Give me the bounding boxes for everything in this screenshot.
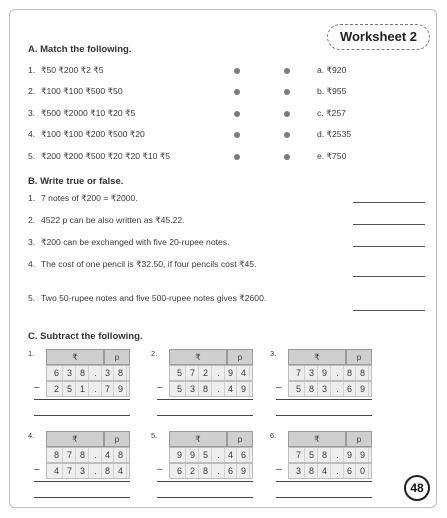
rupee-header: ₹: [288, 349, 346, 365]
answer-line[interactable]: [157, 415, 253, 416]
tf-item-5: [28, 293, 288, 304]
digit-cell: .: [90, 464, 102, 478]
digit-cell: 3: [187, 382, 199, 396]
digit-cell: 7: [64, 448, 76, 462]
digit-cell: 3: [64, 366, 76, 380]
match-dot-right[interactable]: [284, 68, 290, 74]
tf-num: 3.: [28, 237, 36, 247]
tf-item-2: [28, 215, 278, 226]
digit-cell: 7: [293, 366, 305, 380]
match-dot-right[interactable]: [284, 89, 290, 95]
match-option: b. ₹955: [317, 86, 347, 96]
digit-cell: 6: [238, 448, 250, 462]
digit-cell: 5: [293, 382, 305, 396]
digit-cell: 8: [200, 464, 212, 478]
digit-cell: .: [213, 448, 225, 462]
section-b-title-or: or: [84, 176, 100, 187]
digit-cell: .: [90, 448, 102, 462]
tf-num: 4.: [28, 259, 36, 269]
tf-item-1: [28, 193, 278, 204]
minus-sign: –: [34, 464, 40, 475]
difference-line: [157, 399, 253, 400]
digit-cell: .: [90, 382, 102, 396]
match-dot-right[interactable]: [284, 111, 290, 117]
digit-cell: 3: [293, 464, 305, 478]
digit-cell: 6: [51, 366, 63, 380]
answer-line[interactable]: [34, 497, 130, 498]
minuend-row: [46, 365, 130, 381]
digit-cell: 1: [77, 382, 89, 396]
digit-cell: 4: [115, 464, 127, 478]
digit-cell: 7: [293, 448, 305, 462]
digit-cell: .: [213, 464, 225, 478]
subtraction-problem: [151, 349, 255, 421]
rupee-header: ₹: [46, 349, 104, 365]
digit-cell: 8: [77, 366, 89, 380]
paise-header: p: [346, 431, 372, 447]
difference-line: [276, 481, 372, 482]
match-dot-left[interactable]: [234, 154, 240, 160]
digit-cell: 4: [225, 382, 237, 396]
match-amounts: ₹100 ₹100 ₹200 ₹500 ₹20: [41, 129, 145, 139]
tf-text: The cost of one pencil is ₹32.50, if four pencils cost ₹45.: [41, 259, 257, 269]
answer-line[interactable]: [157, 497, 253, 498]
paise-header: p: [104, 349, 130, 365]
digit-cell: 9: [225, 366, 237, 380]
digit-cell: 8: [51, 448, 63, 462]
digit-cell: 9: [174, 448, 186, 462]
digit-cell: 8: [115, 366, 127, 380]
digit-cell: 4: [102, 448, 114, 462]
tf-item-4: [28, 259, 288, 270]
digit-cell: 2: [187, 464, 199, 478]
digit-cell: 4: [225, 448, 237, 462]
problem-number: 2.: [151, 349, 158, 358]
digit-cell: 9: [357, 448, 369, 462]
match-amounts: ₹200 ₹200 ₹500 ₹20 ₹20 ₹10 ₹5: [41, 151, 171, 161]
digit-cell: 4: [51, 464, 63, 478]
digit-cell: 6: [344, 464, 356, 478]
match-option: c. ₹257: [317, 108, 346, 118]
subtraction-problem: [28, 431, 132, 503]
digit-cell: 8: [319, 448, 331, 462]
subtrahend-row: [288, 381, 372, 397]
difference-line: [157, 481, 253, 482]
paise-header: p: [227, 349, 253, 365]
digit-cell: 8: [115, 448, 127, 462]
digit-cell: .: [332, 464, 344, 478]
minuend-row: [169, 447, 253, 463]
subtrahend-row: [169, 381, 253, 397]
match-num: 2.: [28, 86, 36, 96]
digit-cell: 8: [102, 464, 114, 478]
answer-line[interactable]: [353, 202, 425, 203]
digit-cell: 6: [174, 464, 186, 478]
subtrahend-row: [46, 463, 130, 479]
match-amounts: ₹500 ₹2000 ₹10 ₹20 ₹5: [41, 108, 136, 118]
match-num: 5.: [28, 151, 36, 161]
subtraction-problem: [151, 431, 255, 503]
digit-cell: 8: [77, 448, 89, 462]
minus-sign: –: [157, 464, 163, 475]
match-dot-left[interactable]: [234, 111, 240, 117]
digit-cell: .: [332, 382, 344, 396]
digit-cell: 3: [319, 382, 331, 396]
digit-cell: 2: [200, 366, 212, 380]
problem-number: 3.: [270, 349, 277, 358]
match-dot-left[interactable]: [234, 68, 240, 74]
rupee-header: ₹: [169, 431, 227, 447]
digit-cell: .: [90, 366, 102, 380]
minuend-row: [288, 447, 372, 463]
digit-cell: 9: [115, 382, 127, 396]
match-dot-left[interactable]: [234, 89, 240, 95]
match-dot-left[interactable]: [234, 132, 240, 138]
answer-line[interactable]: [276, 415, 372, 416]
digit-cell: 4: [319, 464, 331, 478]
section-a-title: A. Match the following.: [28, 44, 132, 55]
digit-cell: 5: [306, 448, 318, 462]
digit-cell: .: [332, 448, 344, 462]
minus-sign: –: [34, 382, 40, 393]
subtrahend-row: [169, 463, 253, 479]
subtraction-problem: [270, 349, 374, 421]
tf-item-3: [28, 237, 278, 248]
match-row-left: [28, 151, 170, 162]
minuend-row: [169, 365, 253, 381]
digit-cell: 6: [344, 382, 356, 396]
difference-line: [34, 399, 130, 400]
difference-line: [276, 399, 372, 400]
digit-cell: 9: [187, 448, 199, 462]
tf-text: 4522 p can be also written as ₹45.22.: [41, 215, 185, 225]
digit-cell: 3: [306, 366, 318, 380]
digit-cell: 8: [344, 366, 356, 380]
worksheet-page: [9, 9, 437, 508]
match-row-left: [28, 129, 145, 140]
digit-cell: 6: [225, 464, 237, 478]
digit-cell: .: [332, 366, 344, 380]
tf-text: 7 notes of ₹200 = ₹2000.: [41, 193, 138, 203]
tf-num: 5.: [28, 293, 36, 303]
problem-number: 6.: [270, 431, 277, 440]
match-option: e. ₹750: [317, 151, 347, 161]
digit-cell: 9: [238, 464, 250, 478]
minuend-row: [288, 365, 372, 381]
rupee-header: ₹: [169, 349, 227, 365]
section-c-title: C. Subtract the following.: [28, 331, 143, 342]
digit-cell: .: [213, 366, 225, 380]
page-number: 48: [404, 475, 430, 501]
problem-number: 4.: [28, 431, 35, 440]
digit-cell: 8: [306, 464, 318, 478]
tf-num: 2.: [28, 215, 36, 225]
digit-cell: 9: [344, 448, 356, 462]
minuend-row: [46, 447, 130, 463]
subtraction-problem: [270, 431, 374, 503]
rupee-header: ₹: [288, 431, 346, 447]
answer-line[interactable]: [353, 310, 425, 311]
match-num: 3.: [28, 108, 36, 118]
digit-cell: 8: [306, 382, 318, 396]
answer-line[interactable]: [353, 246, 425, 247]
worksheet-title: Worksheet 2: [327, 24, 430, 50]
match-row-left: [28, 86, 123, 97]
word-false: false: [99, 176, 121, 187]
digit-cell: 5: [174, 366, 186, 380]
tf-text: Two 50-rupee notes and five 500-rupee notes gives ₹2600.: [41, 293, 267, 303]
answer-line[interactable]: [34, 415, 130, 416]
difference-line: [34, 481, 130, 482]
digit-cell: 2: [51, 382, 63, 396]
answer-line[interactable]: [353, 276, 425, 277]
match-dot-right[interactable]: [284, 132, 290, 138]
paise-header: p: [227, 431, 253, 447]
answer-line[interactable]: [276, 497, 372, 498]
match-amounts: ₹100 ₹100 ₹500 ₹50: [41, 86, 123, 96]
section-b-title: [28, 176, 123, 187]
digit-cell: 4: [238, 366, 250, 380]
digit-cell: 7: [64, 464, 76, 478]
problem-number: 1.: [28, 349, 35, 358]
match-row-left: [28, 108, 135, 119]
digit-cell: 7: [187, 366, 199, 380]
problem-number: 5.: [151, 431, 158, 440]
minus-sign: –: [157, 382, 163, 393]
tf-num: 1.: [28, 193, 36, 203]
section-b-title-prefix: B. Write: [28, 176, 67, 187]
match-option: a. ₹920: [317, 65, 347, 75]
digit-cell: 0: [357, 464, 369, 478]
rupee-header: ₹: [46, 431, 104, 447]
digit-cell: 5: [200, 448, 212, 462]
digit-cell: 3: [77, 464, 89, 478]
digit-cell: 7: [102, 382, 114, 396]
digit-cell: 9: [238, 382, 250, 396]
answer-line[interactable]: [353, 224, 425, 225]
match-option: d. ₹2535: [317, 129, 352, 139]
match-row-left: [28, 65, 104, 76]
digit-cell: .: [213, 382, 225, 396]
digit-cell: 9: [357, 382, 369, 396]
match-num: 1.: [28, 65, 36, 75]
match-num: 4.: [28, 129, 36, 139]
word-true: true: [66, 176, 85, 187]
subtrahend-row: [46, 381, 130, 397]
digit-cell: 3: [102, 366, 114, 380]
digit-cell: 8: [357, 366, 369, 380]
paise-header: p: [346, 349, 372, 365]
match-dot-right[interactable]: [284, 154, 290, 160]
minus-sign: –: [276, 464, 282, 475]
minus-sign: –: [276, 382, 282, 393]
match-amounts: ₹50 ₹200 ₹2 ₹5: [41, 65, 104, 75]
section-b-title-end: .: [120, 176, 124, 187]
digit-cell: 8: [200, 382, 212, 396]
tf-text: ₹200 can be exchanged with five 20-rupee notes.: [41, 237, 230, 247]
digit-cell: 9: [319, 366, 331, 380]
digit-cell: 5: [64, 382, 76, 396]
digit-cell: 5: [174, 382, 186, 396]
paise-header: p: [104, 431, 130, 447]
subtraction-problem: [28, 349, 132, 421]
subtrahend-row: [288, 463, 372, 479]
